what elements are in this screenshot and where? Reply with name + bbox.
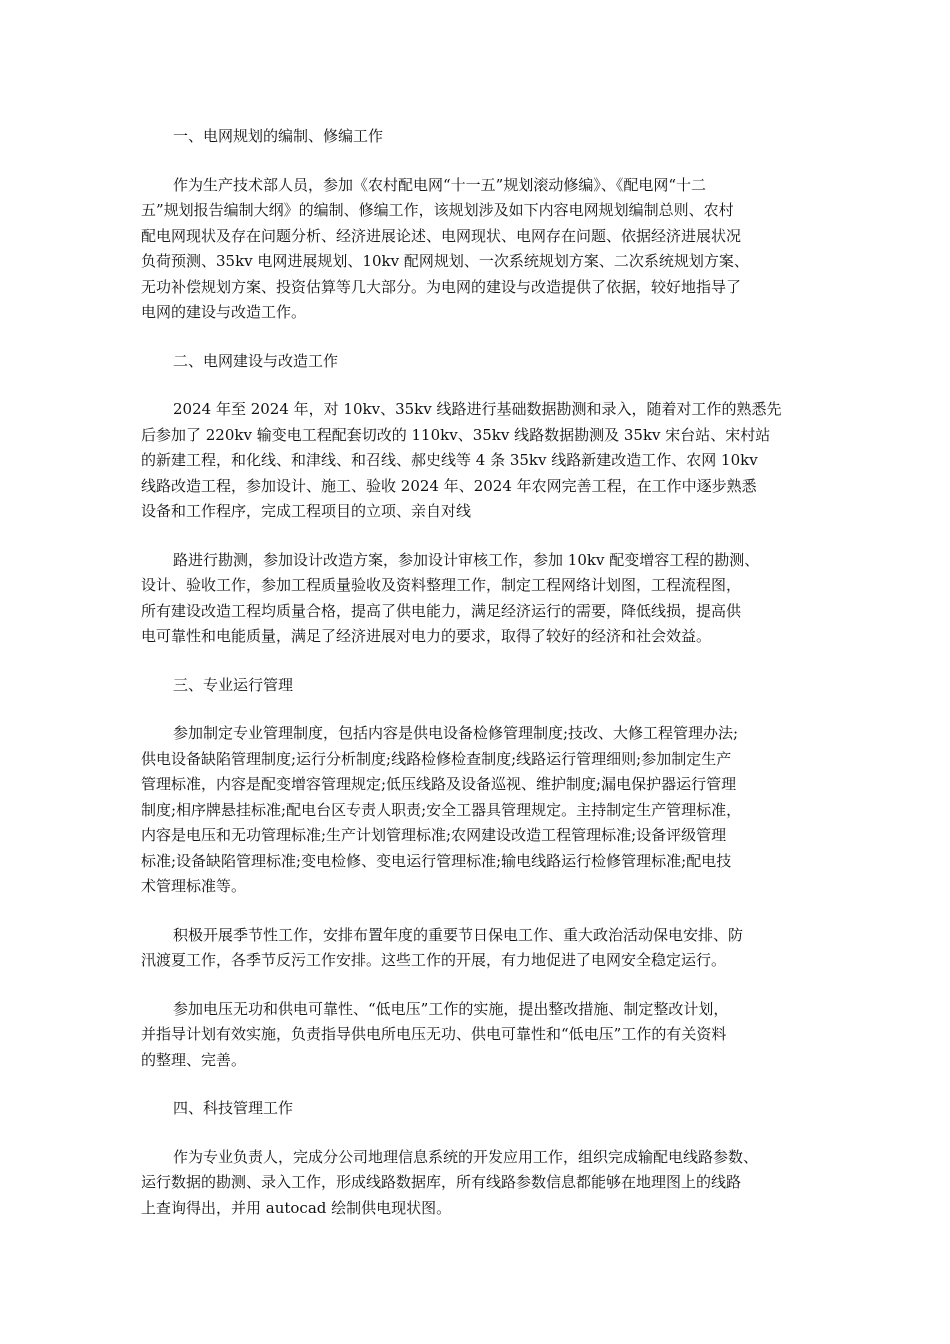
paragraph-line: 管理标准，内容是配变增容管理规定;低压线路及设备巡视、维护制度;漏电保护器运行管理 <box>141 775 737 793</box>
paragraph-line: 电网的建设与改造工作。 <box>141 303 307 321</box>
paragraph-line: 路进行勘测，参加设计改造方案，参加设计审核工作，参加 10kv 配变增容工程的勘测、 <box>173 550 760 569</box>
paragraph-line: 作为专业负责人，完成分公司地理信息系统的开发应用工作，组织完成输配电线路参数、 <box>173 1147 759 1166</box>
paragraph <box>141 173 823 326</box>
paragraph-line: 五”规划报告编制大纲》的编制、修编工作，该规划涉及如下内容电网规划编制总则、农村 <box>141 201 734 219</box>
paragraph <box>141 923 823 974</box>
paragraph-line: 所有建设改造工程均质量合格，提高了供电能力，满足经济运行的需要，降低线损，提高供 <box>141 601 742 620</box>
paragraph-line: 2024 年至 2024 年，对 10kv、35kv 线路进行基础数据勘测和录入，随着对工作的熟悉先 <box>173 400 782 418</box>
paragraph-line: 术管理标准等。 <box>141 877 247 895</box>
paragraph <box>141 1145 823 1222</box>
paragraph-line: 后参加了 220kv 输变电工程配套切改的 110kv、35kv 线路数据勘测及 35kv 宋台站、宋村站 <box>141 425 771 444</box>
section-heading: 三、专业运行管理 <box>173 675 294 694</box>
paragraph <box>141 997 823 1074</box>
paragraph-line: 设计、验收工作，参加工程质量验收及资料整理工作，制定工程网络计划图，工程流程图， <box>141 576 742 594</box>
section-heading: 一、电网规划的编制、修编工作 <box>173 127 384 145</box>
paragraph-line: 并指导计划有效实施，负责指导供电所电压无功、供电可靠性和“低电压”工作的有关资料 <box>141 1025 727 1043</box>
section-heading: 四、科技管理工作 <box>173 1099 294 1117</box>
paragraph-line: 参加电压无功和供电可靠性、“低电压”工作的实施，提出整改措施、制定整改计划， <box>173 999 729 1018</box>
paragraph-line: 无功补偿规划方案、投资估算等几大部分。为电网的建设与改造提供了依据，较好地指导了 <box>141 277 742 296</box>
paragraph-line: 汛渡夏工作，各季节反污工作安排。这些工作的开展，有力地促进了电网安全稳定运行。 <box>141 951 727 969</box>
paragraph-line: 设备和工作程序，完成工程项目的立项、亲自对线 <box>141 502 472 520</box>
paragraph-line: 配电网现状及存在问题分析、经济进展论述、电网现状、电网存在问题、依据经济进展状况 <box>141 226 742 245</box>
paragraph <box>141 548 823 650</box>
paragraph-line: 电可靠性和电能质量，满足了经济进展对电力的要求，取得了较好的经济和社会效益。 <box>141 627 712 645</box>
section-heading: 二、电网建设与改造工作 <box>173 351 339 370</box>
paragraph-line: 负荷预测、35kv 电网进展规划、10kv 配网规划、一次系统规划方案、二次系统规划方案、 <box>141 252 749 270</box>
paragraph <box>141 721 823 900</box>
paragraph-line: 线路改造工程，参加设计、施工、验收 2024 年、2024 年农网完善工程，在工作中逐步熟悉 <box>141 476 757 495</box>
paragraph-line: 标准;设备缺陷管理标准;变电检修、变电运行管理标准;输电线路运行检修管理标准;配电技 <box>141 851 732 870</box>
paragraph-line: 上查询得出，并用 autocad 绘制供电现状图。 <box>141 1198 452 1217</box>
document-body <box>141 124 823 1221</box>
paragraph-line: 的整理、完善。 <box>141 1050 247 1069</box>
paragraph-line: 制度;相序牌悬挂标准;配电台区专责人职责;安全工器具管理规定。主持制定生产管理标准， <box>141 800 742 819</box>
paragraph-line: 供电设备缺陷管理制度;运行分析制度;线路检修检查制度;线路运行管理细则;参加制定生产 <box>141 749 732 768</box>
paragraph-line: 积极开展季节性工作，安排布置年度的重要节日保电工作、重大政治活动保电安排、防 <box>173 925 744 944</box>
paragraph-line: 内容是电压和无功管理标准;生产计划管理标准;农网建设改造工程管理标准;设备评级管理 <box>141 826 727 844</box>
paragraph-line: 运行数据的勘测、录入工作，形成线路数据库，所有线路参数信息都能够在地理图上的线路 <box>141 1173 742 1191</box>
paragraph-line: 作为生产技术部人员，参加《农村配电网“十一五”规划滚动修编》、《配电网“十二 <box>173 175 707 194</box>
paragraph <box>141 397 823 525</box>
paragraph-line: 的新建工程，和化线、和津线、和召线、郝史线等 4 条 35kv 线路新建改造工作、农网 10kv <box>141 451 758 469</box>
paragraph-line: 参加制定专业管理制度，包括内容是供电设备检修管理制度;技改、大修工程管理办法; <box>173 724 739 742</box>
